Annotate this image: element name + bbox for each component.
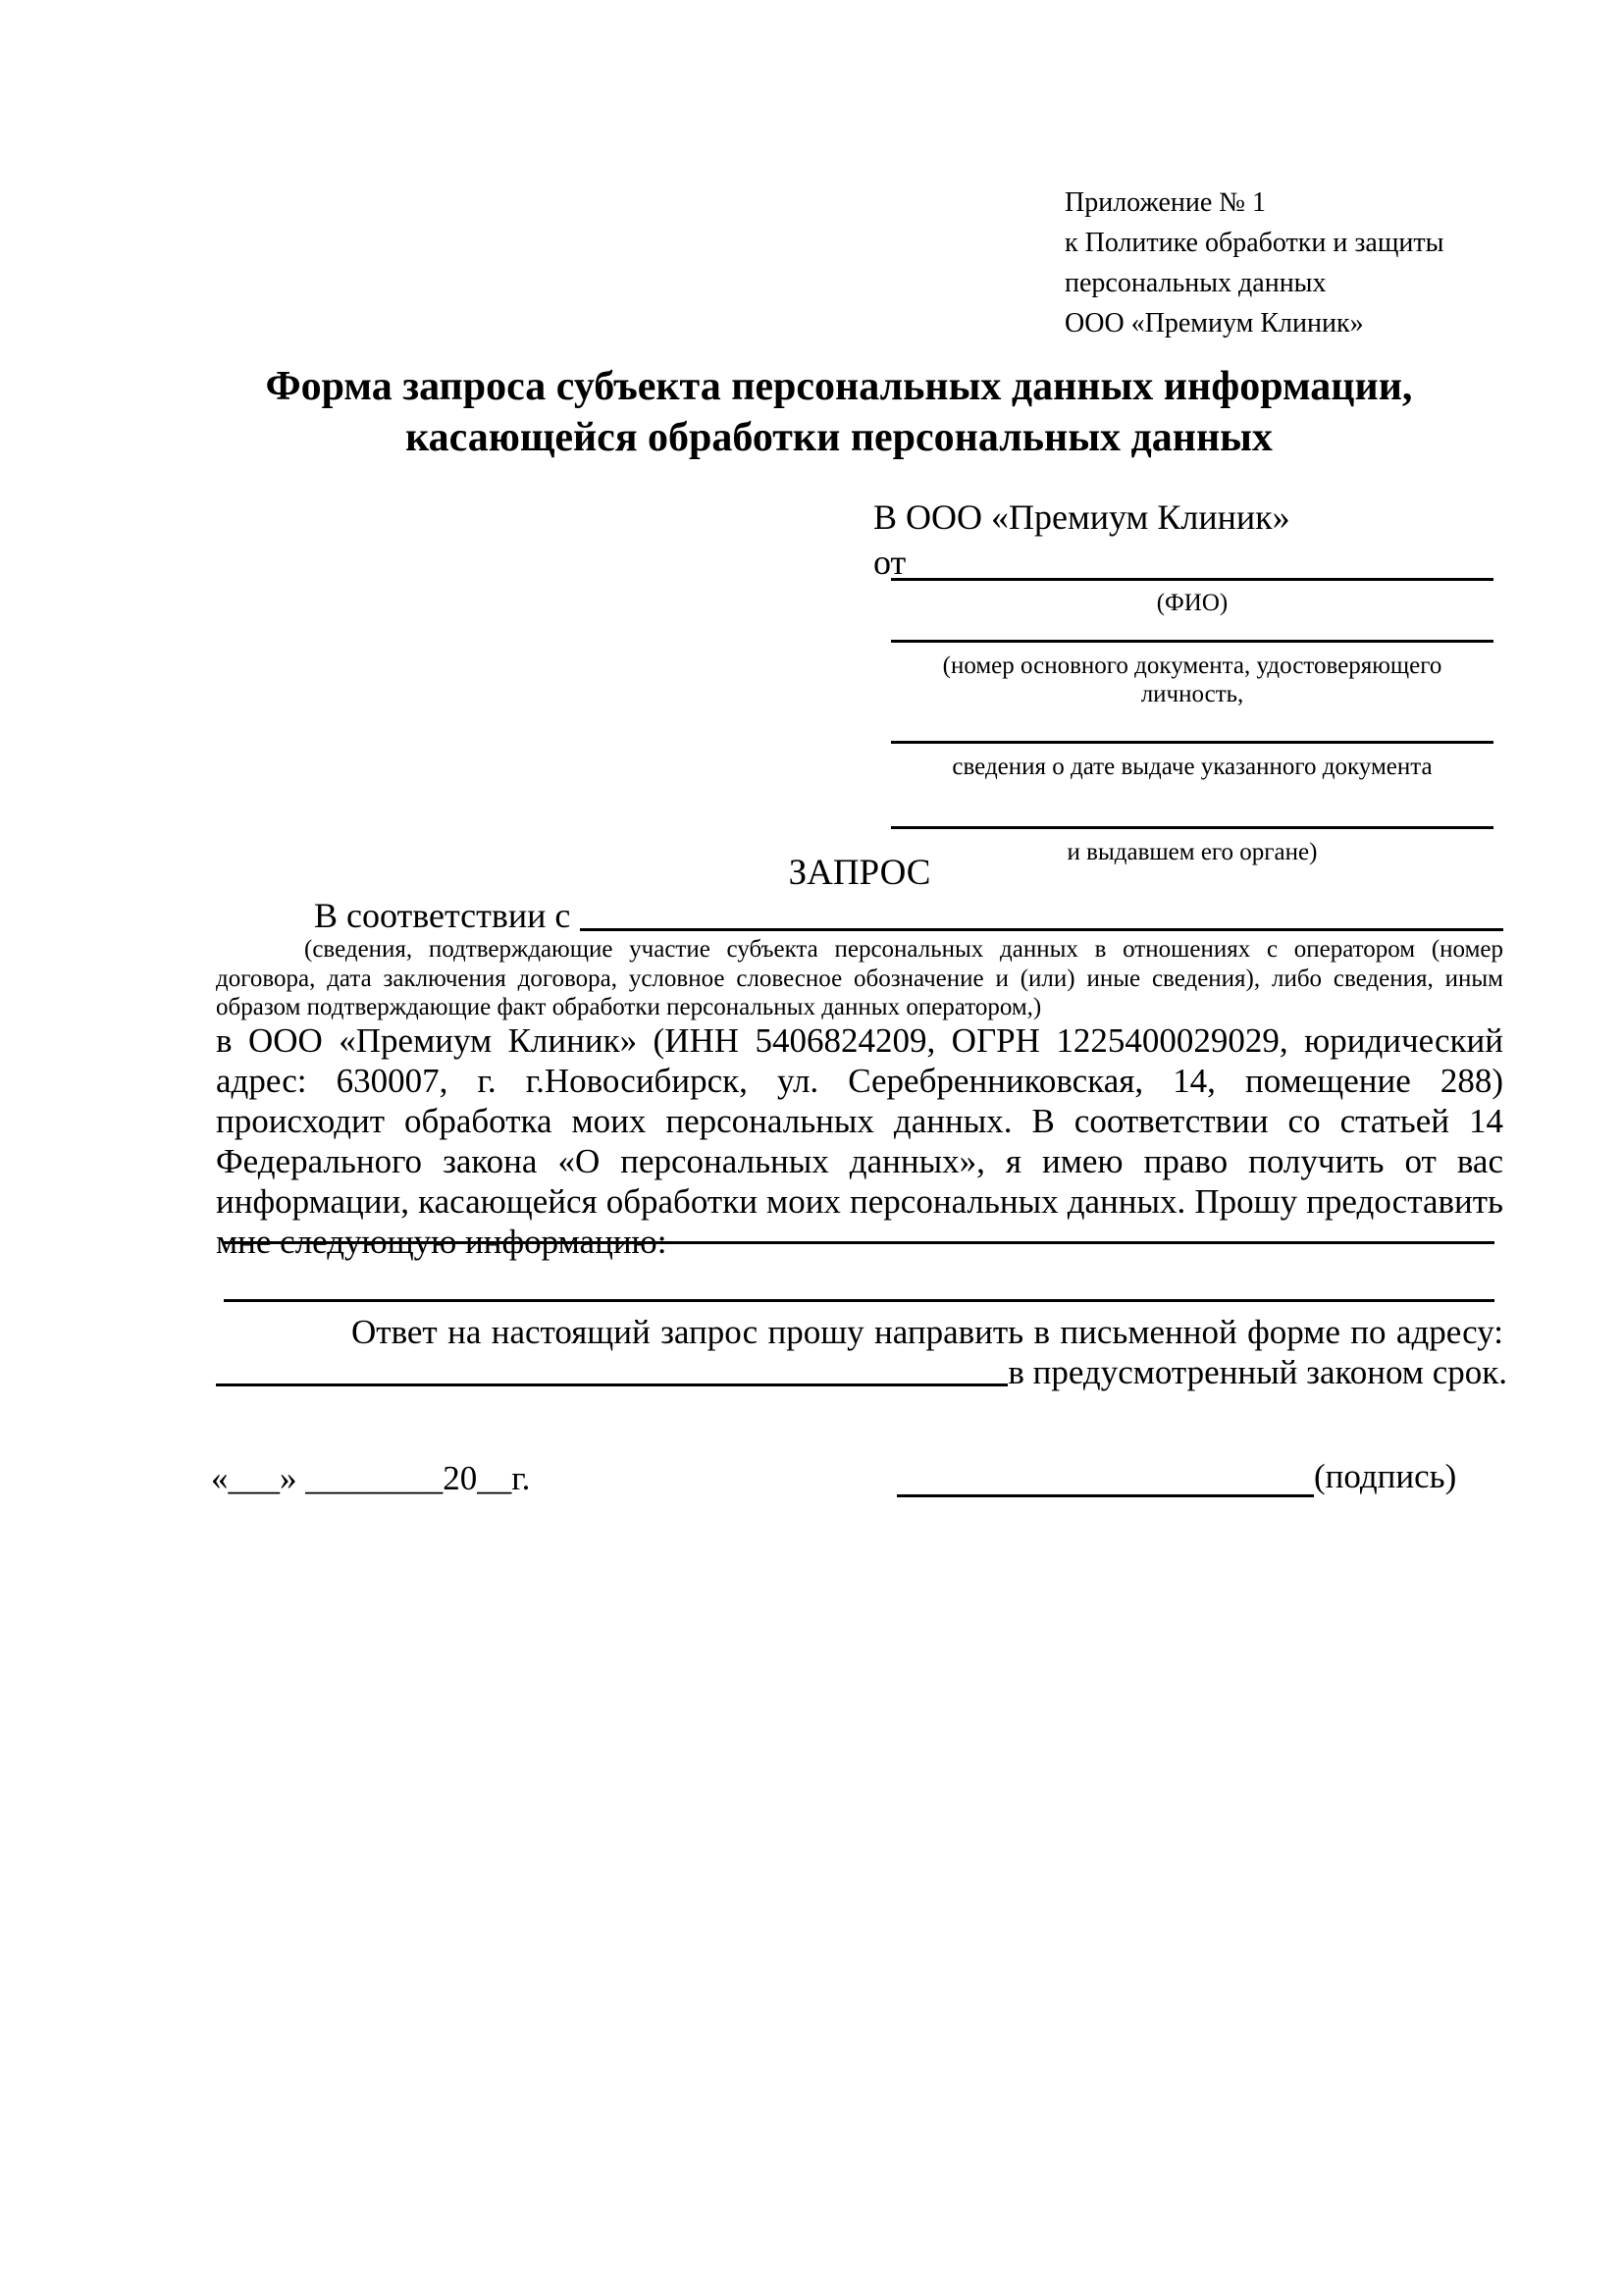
request-heading: ЗАПРОС: [788, 853, 931, 893]
appendix-line-3: персональных данных: [1065, 268, 1327, 298]
appendix-line-1: Приложение № 1: [1065, 187, 1266, 218]
document-number-caption: (номер основного документа, удостоверяющего личность,: [942, 652, 1442, 707]
intro-blank-line: [580, 895, 1503, 931]
issuing-authority-caption: и выдавшем его органе): [1067, 839, 1318, 865]
appendix-line-4: ООО «Премиум Клиник»: [1065, 308, 1364, 339]
issue-date-caption: сведения о дате выдаче указанного документа: [952, 754, 1433, 780]
fio-blank-line: [891, 578, 1493, 581]
intro-row: [216, 895, 1503, 936]
document-number-blank-line: [891, 640, 1493, 643]
appendix-block: [1065, 183, 1443, 343]
issue-date-blank-line: [891, 741, 1493, 744]
document-title: [177, 361, 1501, 463]
signature-caption: (подпись): [1314, 1457, 1457, 1495]
issuing-authority-blank-line: [891, 826, 1493, 829]
information-blank-line-1: [224, 1241, 1494, 1244]
addressee-from-label: от: [873, 543, 907, 582]
response-suffix-row: [216, 1352, 1507, 1392]
response-suffix: в предусмотренный законом срок.: [1008, 1353, 1507, 1391]
response-address-sentence: Ответ на настоящий запрос прошу направить в письменной форме по адресу:: [351, 1313, 1503, 1351]
intro-prefix: В соответствии с: [314, 896, 571, 935]
information-blank-line-2: [224, 1299, 1494, 1302]
fio-caption: (ФИО): [1156, 590, 1229, 616]
appendix-line-2: к Политике обработки и защиты: [1065, 228, 1444, 258]
body-paragraph: в ООО «Премиум Клиник» (ИНН 5406824209, ОГРН 1225400029029, юридический адрес: 630007, г. г.Новосибирск, ул. Серебренниковская, 14, помещение 288) происходит обработка моих персональных данных. В соответствии со статьей 14 Федерального закона «О персональных данных», я имею право получить от вас информации, касающейся обработки моих персональных данных. Прошу предоставить мне следующую информацию:: [216, 1021, 1503, 1261]
intro-caption: (сведения, подтверждающие участие субъекта персональных данных в отношениях с оператором (номер договора, дата заключения договора, условное словесное обозначение и (или) иные сведения), либо сведения, иным образом подтверждающие факт обработки персональных данных оператором,): [216, 936, 1503, 1020]
addressee-organization: В ООО «Премиум Клиник»: [873, 497, 1290, 537]
document-title-line-2: касающейся обработки персональных данных: [405, 415, 1273, 460]
signature-row: [897, 1455, 1456, 1497]
signature-blank-line: [897, 1455, 1314, 1497]
address-blank-line: [216, 1383, 1008, 1386]
date-blank: «___» ________20__г.: [211, 1459, 531, 1497]
document-title-line-1: Форма запроса субъекта персональных данных информации,: [265, 364, 1413, 409]
